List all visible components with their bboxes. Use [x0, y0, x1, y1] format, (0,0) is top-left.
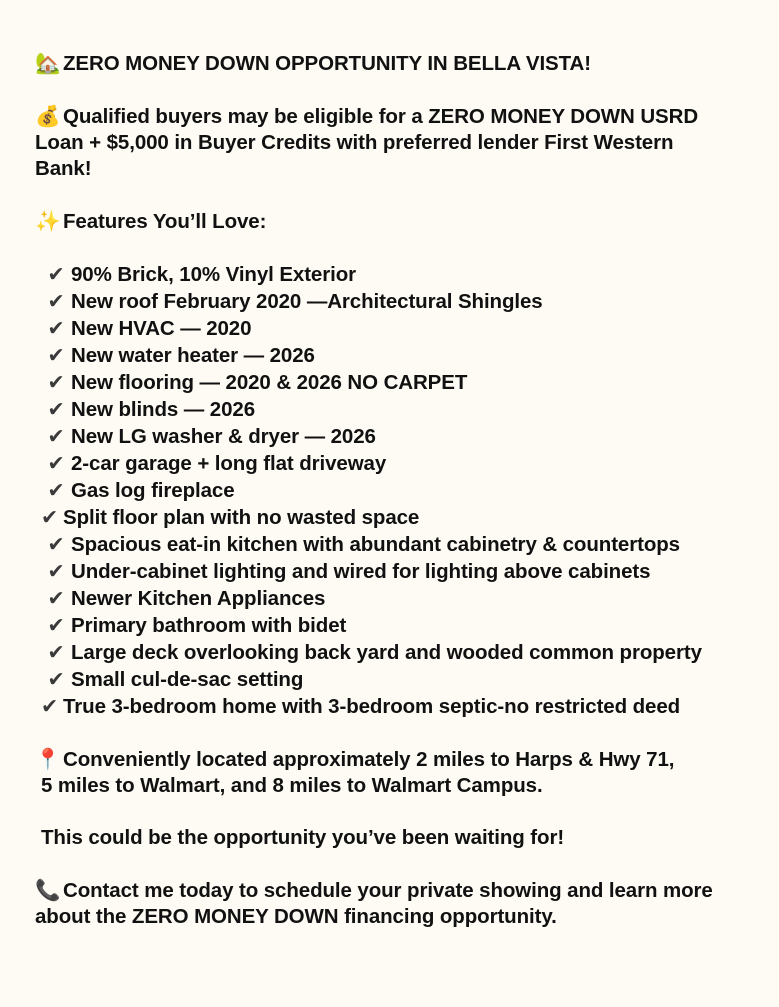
money-bag-icon: 💰 — [35, 104, 61, 128]
checkmark-icon: ✔︎ — [47, 559, 65, 583]
feature-text: Under-cabinet lighting and wired for lighting above cabinets — [71, 560, 651, 583]
feature-item — [35, 666, 765, 693]
checkmark-icon: ✔︎ — [47, 289, 65, 313]
house-icon: 🏡 — [35, 51, 61, 75]
checkmark-icon: ✔︎ — [47, 640, 65, 664]
feature-text: New roof February 2020 —Architectural Shingles — [71, 290, 543, 313]
checkmark-icon: ✔︎ — [47, 478, 65, 502]
feature-item — [35, 423, 765, 450]
feature-item — [35, 585, 765, 612]
feature-text: 90% Brick, 10% Vinyl Exterior — [71, 263, 357, 286]
contact-line: Contact me today to schedule your private showing and learn more — [63, 879, 713, 902]
checkmark-icon: ✔︎ — [47, 262, 65, 286]
loan-line: Loan + $5,000 in Buyer Credits with preferred lender First Western — [35, 131, 674, 154]
feature-item — [35, 558, 765, 585]
checkmark-icon: ✔︎ — [47, 397, 65, 421]
feature-text: New LG washer & dryer — 2026 — [71, 425, 376, 448]
feature-text: 2-car garage + long flat driveway — [71, 452, 387, 475]
checkmark-icon: ✔︎ — [47, 424, 65, 448]
feature-item — [35, 396, 765, 423]
feature-item — [35, 450, 765, 477]
opportunity-text: This could be the opportunity you’ve been waiting for! — [41, 826, 565, 849]
feature-text: New flooring — 2020 & 2026 NO CARPET — [71, 371, 468, 394]
loan-paragraph — [35, 103, 765, 182]
feature-item — [35, 369, 765, 396]
checkmark-icon: ✔︎ — [41, 694, 59, 718]
feature-item — [35, 531, 765, 558]
feature-text: Newer Kitchen Appliances — [71, 587, 326, 610]
feature-item — [35, 504, 765, 531]
feature-text: New blinds — 2026 — [71, 398, 256, 421]
feature-text: Small cul-de-sac setting — [71, 668, 304, 691]
feature-text: New water heater — 2026 — [71, 344, 315, 367]
feature-text: New HVAC — 2020 — [71, 317, 252, 340]
headline — [35, 50, 765, 77]
feature-item — [35, 639, 765, 666]
checkmark-icon: ✔︎ — [47, 343, 65, 367]
features-heading-text: Features You’ll Love: — [63, 210, 267, 233]
feature-text: Gas log fireplace — [71, 479, 235, 502]
checkmark-icon: ✔︎ — [47, 532, 65, 556]
feature-item — [35, 342, 765, 369]
headline-text: ZERO MONEY DOWN OPPORTUNITY IN BELLA VISTA! — [63, 52, 591, 75]
feature-item — [35, 477, 765, 504]
location-paragraph — [35, 746, 765, 799]
checkmark-icon: ✔︎ — [47, 586, 65, 610]
location-pin-icon: 📍 — [35, 747, 61, 771]
location-line: Conveniently located approximately 2 miles to Harps & Hwy 71, — [63, 748, 675, 771]
feature-text: Large deck overlooking back yard and wooded common property — [71, 641, 702, 664]
feature-item — [35, 612, 765, 639]
checkmark-icon: ✔︎ — [47, 667, 65, 691]
checkmark-icon: ✔︎ — [47, 613, 65, 637]
sparkles-icon: ✨ — [35, 209, 61, 233]
loan-line: Qualified buyers may be eligible for a ZERO MONEY DOWN USRD — [63, 105, 699, 128]
loan-line: Bank! — [35, 157, 92, 180]
feature-text: Spacious eat-in kitchen with abundant cabinetry & countertops — [71, 533, 680, 556]
features-list — [35, 261, 765, 720]
location-line: 5 miles to Walmart, and 8 miles to Walmart Campus. — [41, 774, 543, 797]
checkmark-icon: ✔︎ — [41, 505, 59, 529]
feature-text: Primary bathroom with bidet — [71, 614, 347, 637]
telephone-icon: 📞 — [35, 878, 61, 902]
checkmark-icon: ✔︎ — [47, 370, 65, 394]
contact-line: about the ZERO MONEY DOWN financing opportunity. — [35, 905, 557, 928]
feature-text: True 3-bedroom home with 3-bedroom septic-no restricted deed — [63, 695, 681, 718]
feature-item — [35, 261, 765, 288]
listing-document — [35, 50, 765, 930]
feature-text: Split floor plan with no wasted space — [63, 506, 420, 529]
checkmark-icon: ✔︎ — [47, 316, 65, 340]
feature-item — [35, 315, 765, 342]
checkmark-icon: ✔︎ — [47, 451, 65, 475]
feature-item — [35, 288, 765, 315]
contact-paragraph — [35, 877, 765, 930]
features-heading — [35, 208, 765, 235]
feature-item — [35, 693, 765, 720]
